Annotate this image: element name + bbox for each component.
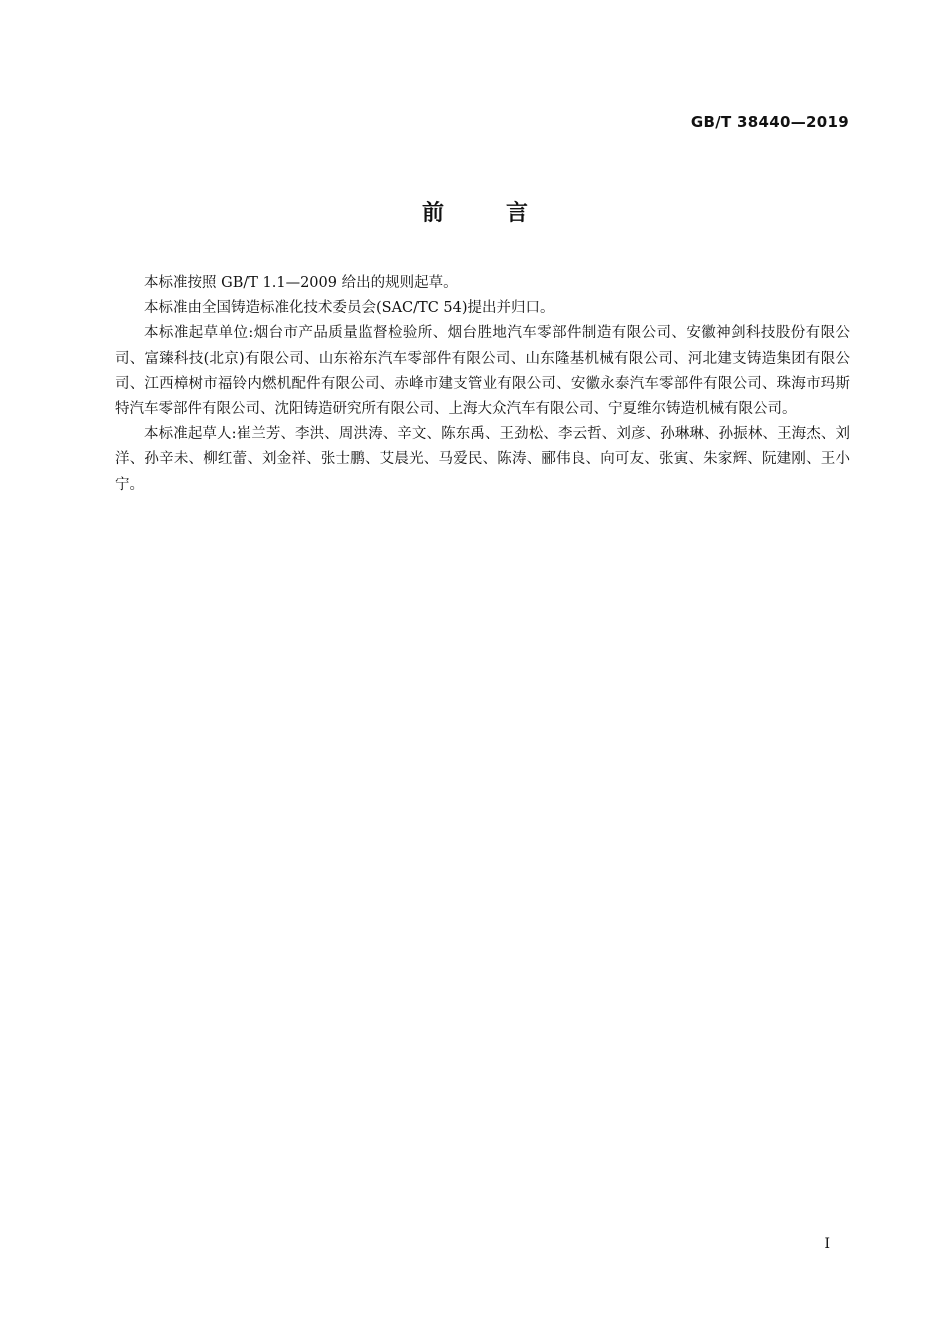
paragraph-drafting-rules: 本标准按照 GB/T 1.1—2009 给出的规则起草。 bbox=[144, 275, 458, 291]
page-title: 前言 bbox=[421, 201, 590, 226]
body-text bbox=[115, 271, 850, 498]
paragraph-proposer: 本标准由全国铸造标准化技术委员会(SAC/TC 54)提出并归口。 bbox=[144, 300, 555, 317]
paragraph-drafters: 本标准起草人:崔兰芳、李洪、周洪涛、辛文、陈东禹、王劲松、李云哲、刘彦、孙琳琳、孙振林、王海杰、刘洋、孙辛未、柳红蕾、刘金祥、张士鹏、艾晨光、马爱民、陈涛、郦伟良、向可友、张寅、朱家辉、阮建刚、王小宁。 bbox=[115, 426, 850, 493]
paragraph-drafting-units: 本标准起草单位:烟台市产品质量监督检验所、烟台胜地汽车零部件制造有限公司、安徽神剑科技股份有限公司、富臻科技(北京)有限公司、山东裕东汽车零部件有限公司、山东隆基机械有限公司、河北建支铸造集团有限公司、江西樟树市福铃内燃机配件有限公司、赤峰市建支管业有限公司、安徽永泰汽车零部件有限公司、珠海市玛斯特汽车零部件有限公司、沈阳铸造研究所有限公司、上海大众汽车有限公司、宁夏维尔铸造机械有限公司。 bbox=[115, 325, 850, 418]
standard-code: GB/T 38440—2019 bbox=[690, 113, 849, 131]
page-number: I bbox=[824, 1236, 830, 1252]
